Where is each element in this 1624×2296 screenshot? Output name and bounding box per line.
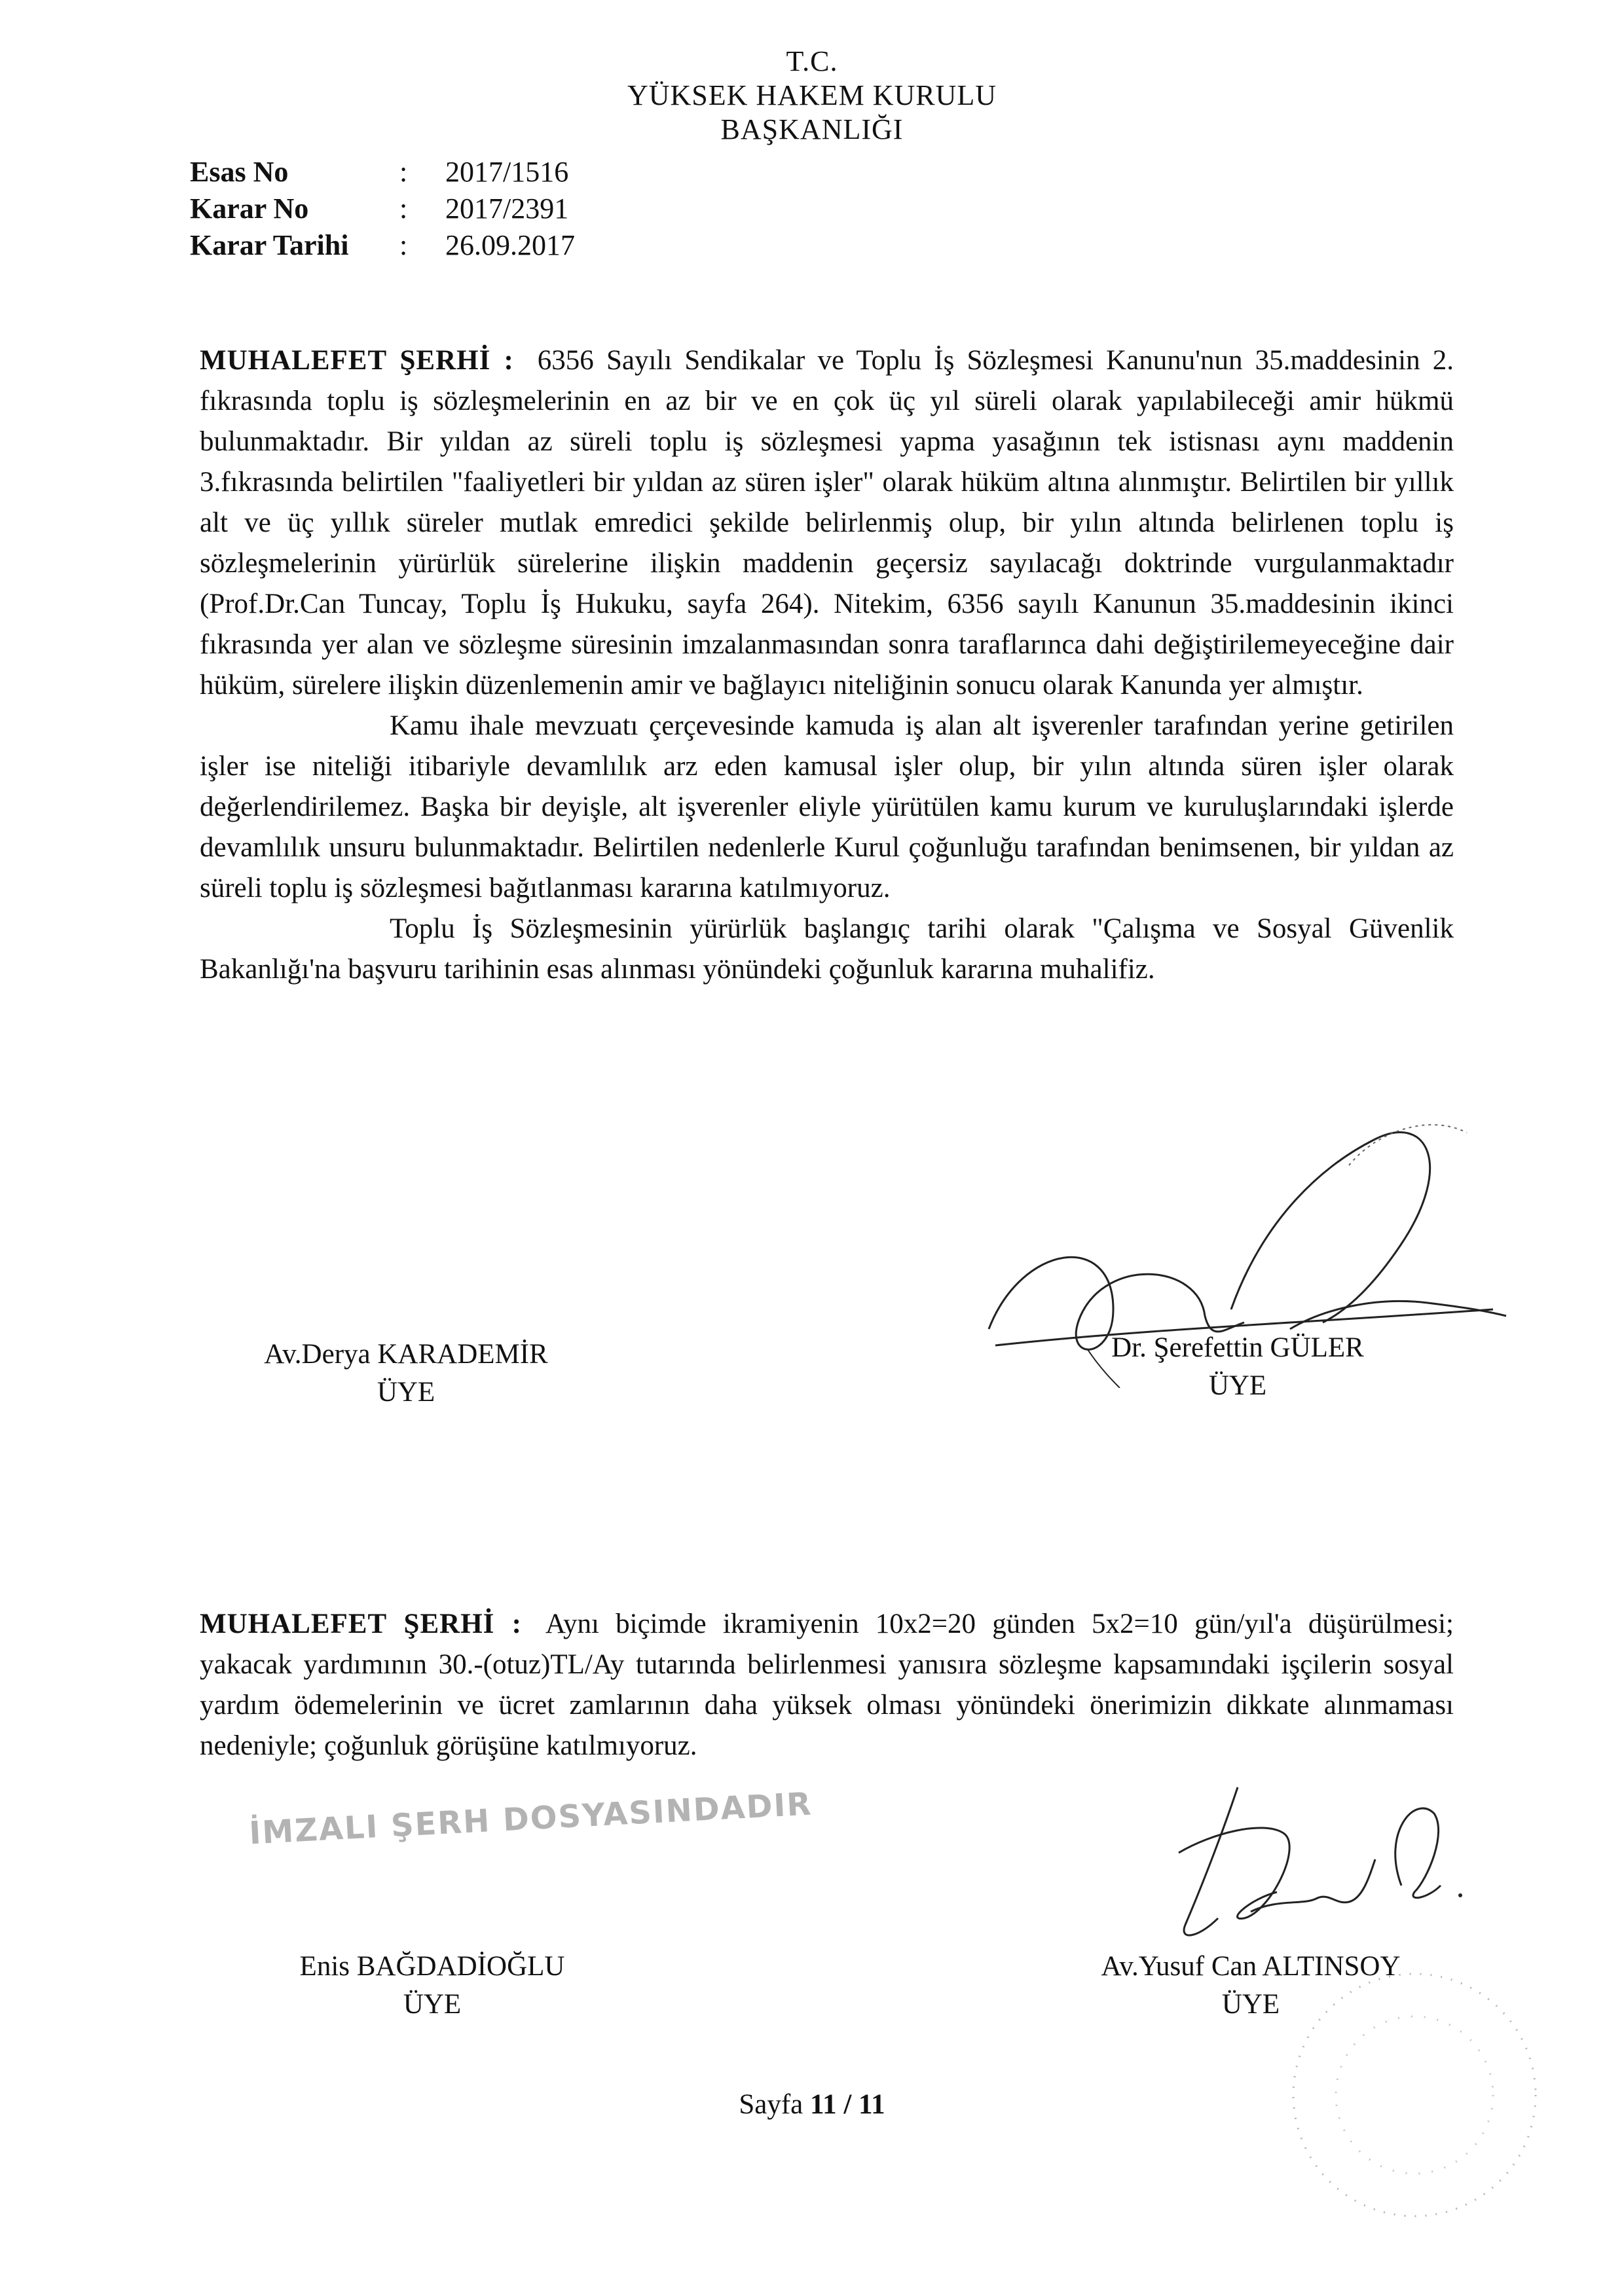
- signature-altinsoy: [1153, 1781, 1493, 1951]
- signed-dissent-stamp: İMZALI ŞERH DOSYASINDADIR: [248, 1785, 813, 1852]
- dissent-1-text-1: 6356 Sayılı Sendikalar ve Toplu İş Sözleşmesi Kanunu'nun 35.maddesinin 2. fıkrasında toplu iş sözleşmelerinin en az bir ve en çok üç yıl süreli olarak yapılabileceği amir hükmü bulunmaktadır. Bir yıldan az süreli toplu iş sözleşmesi yapma yasağının tek istisnası aynı maddenin 3.fıkrasında belirtilen "faaliyetleri bir yıldan az süren işler" olarak hüküm altına alınmıştır. Belirtilen bir yıllık alt ve üç yıllık süreler mutlak emredici şekilde belirlenmiş olup, bir yılın altında belirlenen toplu iş sözleşmelerinin yürürlük sürelerine ilişkin maddenin geçersiz sayılacağı doktrinde vurgulanmaktadır (Prof.Dr.Can Tuncay, Toplu İş Hukuku, sayfa 264). Nitekim, 6356 sayılı Kanunun 35.maddesinin ikinci fıkrasında yer alan ve sözleşme süresinin imzalanmasından sonra taraflarınca dahi değiştirilemeyeceğine dair hüküm, sürelere ilişkin düzenlemenin amir ve bağlayıcı niteliğinin sonucu olarak Kanunda yer almıştır.: [200, 345, 1454, 701]
- signer-guler: [1048, 1329, 1428, 1405]
- meta-sep: :: [399, 229, 408, 261]
- signer-karademir: [236, 1336, 576, 1412]
- dissent-1-text-3: Toplu İş Sözleşmesinin yürürlük başlangıç tarihi olarak "Çalışma ve Sosyal Güvenlik Bakanlığı'na başvuru tarihinin esas alınması yönündeki çoğunluk kararına muhalifiz.: [200, 913, 1454, 985]
- meta-value: 2017/2391: [445, 192, 569, 225]
- dissent-2-paragraph-1: [200, 1604, 1454, 1766]
- signer-title: ÜYE: [1221, 1989, 1280, 2020]
- meta-label: Esas No: [190, 156, 289, 188]
- dissent-2-heading: MUHALEFET ŞERHİ :: [200, 1609, 522, 1639]
- dissent-1-heading: MUHALEFET ŞERHİ :: [200, 345, 514, 376]
- page-footer: [0, 2088, 1624, 2121]
- dissent-1-paragraph-2: [200, 706, 1454, 909]
- dissent-1-body: [200, 340, 1454, 990]
- meta-value: 2017/1516: [445, 156, 569, 188]
- dissent-2-text-1: Aynı biçimde ikramiyenin 10x2=20 günden 5x2=10 gün/yıl'a düşürülmesi; yakacak yardımının 30.-(otuz)TL/Ay tutarında belirlenmesi yanısıra sözleşme kapsamındaki işçilerin sosyal yardım ödemelerinin ve ücret zamlarının daha yüksek olması yönündeki önerimizin dikkate alınmaması nedeniyle; çoğunluk görüşüne katılmıyoruz.: [200, 1609, 1454, 1761]
- signer-name: Dr. Şerefettin GÜLER: [1111, 1332, 1364, 1363]
- footer-page-number: 11 / 11: [809, 2089, 885, 2120]
- case-meta: [190, 154, 575, 264]
- signer-title: ÜYE: [1208, 1370, 1267, 1401]
- signer-name: Av.Derya KARADEMİR: [264, 1339, 548, 1370]
- signer-title: ÜYE: [377, 1377, 435, 1408]
- meta-row-tarih: [190, 227, 575, 264]
- meta-label: Karar Tarihi: [190, 229, 349, 261]
- meta-value: 26.09.2017: [445, 229, 575, 261]
- meta-sep: :: [399, 156, 408, 188]
- meta-sep: :: [399, 192, 408, 225]
- header-tc: T.C.: [786, 45, 838, 77]
- dissent-2-body: [200, 1604, 1454, 1766]
- signer-title: ÜYE: [403, 1989, 462, 2020]
- dissent-1-paragraph-3: [200, 909, 1454, 990]
- signer-bagdadioglu: [249, 1948, 616, 2024]
- signer-name: Enis BAĞDADİOĞLU: [299, 1951, 565, 1982]
- meta-label: Karar No: [190, 192, 309, 225]
- header-institution: YÜKSEK HAKEM KURULU: [627, 79, 997, 111]
- dissent-1-paragraph-1: [200, 340, 1454, 706]
- header-department: BAŞKANLIĞI: [720, 113, 904, 145]
- dissent-1-text-2: Kamu ihale mevzuatı çerçevesinde kamuda iş alan alt işverenler tarafından yerine getirilen işler ise niteliği itibariyle devamlılık arz eden kamusal işler olup, bir yılın altında süren işler olarak değerlendirilemez. Başka bir deyişle, alt işverenler eliyle yürütülen kamu kurum ve kuruluşlarındaki işlerde devamlılık unsuru bulunmaktadır. Belirtilen nedenlerle Kurul çoğunluğu tarafından benimsenen, bir yıldan az süreli toplu iş sözleşmesi bağıtlanması kararına katılmıyoruz.: [200, 710, 1454, 903]
- meta-row-karar: [190, 191, 575, 227]
- footer-prefix: Sayfa: [739, 2089, 803, 2120]
- signer-name: Av.Yusuf Can ALTINSOY: [1101, 1951, 1401, 1982]
- meta-row-esas: [190, 154, 575, 191]
